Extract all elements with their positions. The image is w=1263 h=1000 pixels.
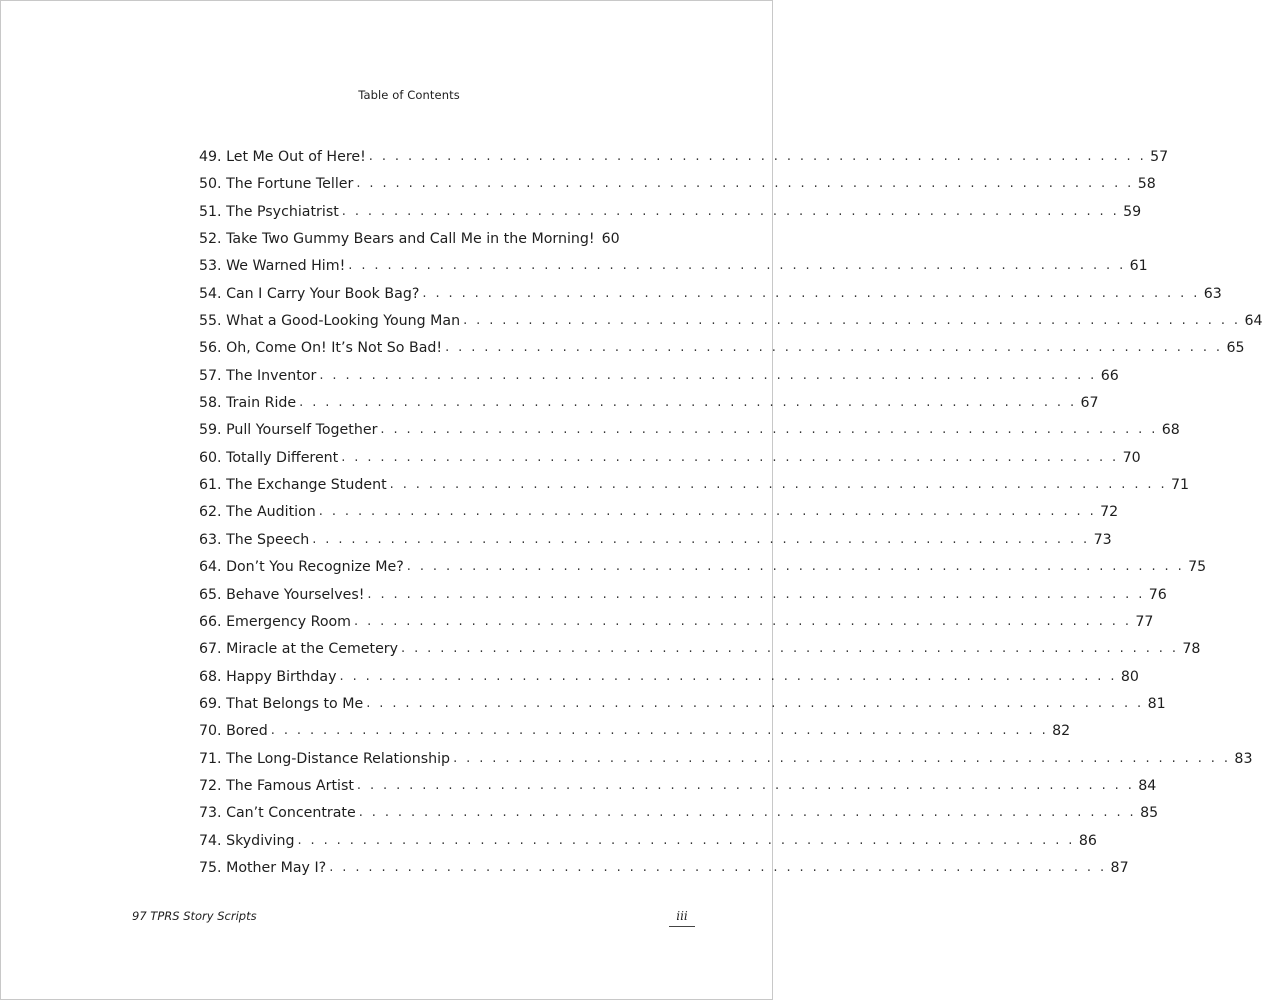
toc-entry-page: 63 (1203, 285, 1222, 302)
toc-entry-49 (199, 144, 1169, 171)
toc-entry-title: 59. Pull Yourself Together (199, 422, 378, 439)
toc-entry-56 (199, 335, 1245, 362)
dot-leader: . . . . . . . . . . . . . . . . . . . . . . . . . . . . . . . . . . . . . . . . . . . . . . . . . . . . . . . . . . . . (367, 586, 1145, 602)
dot-leader: . . . . . . . . . . . . . . . . . . . . . . . . . . . . . . . . . . . . . . . . . . . . . . . . . . . . . . . . . . . . (341, 449, 1119, 465)
toc-entry-51 (199, 199, 1142, 226)
toc-entry-page: 75 (1188, 559, 1207, 576)
toc-entry-page: 68 (1161, 422, 1180, 439)
toc-entry-53 (199, 253, 1148, 280)
toc-entry-title: 58. Train Ride (199, 395, 297, 412)
toc-entry-page: 86 (1078, 832, 1097, 849)
toc-entry-title: 68. Happy Birthday (199, 668, 337, 685)
dot-leader: . . . . . . . . . . . . . . . . . . . . . . . . . . . . . . . . . . . . . . . . . . . . . . . . . . . . . . . . . . . . (389, 477, 1168, 493)
toc-entry-page: 59 (1123, 203, 1142, 220)
toc-entry-title: 69. That Belongs to Me (199, 695, 364, 712)
toc-entry-title: 52. Take Two Gummy Bears and Call Me in the Morning! (199, 231, 595, 248)
toc-entry-52 (199, 226, 620, 253)
toc-entry-title: 70. Bored (199, 723, 268, 740)
toc-entry-page: 81 (1147, 695, 1166, 712)
toc-entry-60 (199, 445, 1141, 472)
toc-entry-title: 60. Totally Different (199, 449, 339, 466)
toc-entry-59 (199, 417, 1180, 444)
toc-entry-page: 76 (1148, 586, 1167, 603)
toc-entry-64 (199, 554, 1207, 581)
toc-entry-title: 75. Mother May I? (199, 859, 327, 876)
toc-entry-page: 70 (1122, 449, 1141, 466)
toc-entry-62 (199, 499, 1119, 526)
dot-leader: . . . . . . . . . . . . . . . . . . . . . . . . . . . . . . . . . . . . . . . . . . . . . . . . . . . . . . . . . . . . (341, 203, 1120, 219)
toc-entry-title: 65. Behave Yourselves! (199, 586, 365, 603)
footer-book-title: 97 TPRS Story Scripts (132, 909, 257, 923)
toc-entry-title: 53. We Warned Him! (199, 258, 346, 275)
footer-rule (669, 926, 695, 927)
dot-leader: . . . . . . . . . . . . . . . . . . . . . . . . . . . . . . . . . . . . . . . . . . . . . . . . . . . . . . . . . . . . (299, 395, 1077, 411)
toc-entry-page: 67 (1080, 395, 1099, 412)
toc-entry-63 (199, 527, 1112, 554)
dot-leader: . . . . . . . . . . . . . . . . . . . . . . . . . . . . . . . . . . . . . . . . . . . . . . . . . . . . . . . . . . . . (319, 367, 1097, 383)
dot-leader: . . . . . . . . . . . . . . . . . . . . . . . . . . . . . . . . . . . . . . . . . . . . . . . . . . . . . . . . . . . . (368, 149, 1147, 164)
dot-leader: . . . . . . . . . . . . . . . . . . . . . . . . . . . . . . . . . . . . . . . . . . . . . . . . . . . . . . . . . . . . (422, 285, 1200, 301)
toc-entry-page: 66 (1100, 367, 1119, 384)
toc-entry-65 (199, 582, 1167, 609)
dot-leader: . . . . . . . . . . . . . . . . . . . . . . . . . . . . . . . . . . . . . . . . . . . . . . . . . . . . . . . . . . . . (297, 832, 1075, 848)
footer-page-number: iii (676, 909, 688, 923)
dot-leader: . . . . . . . . . . . . . . . . . . . . . . . . . . . . . . . . . . . . . . . . . . . . . . . . . . . . . . . . . . . . (380, 422, 1158, 438)
dot-leader: . . . . . . . . . . . . . . . . . . . . . . . . . . . . . . . . . . . . . . . . . . . . . . . . . . . . . . . . . . . . (270, 723, 1049, 739)
toc-entry-page: 87 (1110, 859, 1129, 876)
toc-entry-title: 51. The Psychiatrist (199, 203, 339, 220)
dot-leader: . . . . . . . . . . . . . . . . . . . . . . . . . . . . . . . . . . . . . . . . . . . . . . . . . . . . . . . . . . . . (354, 613, 1132, 629)
dot-leader: . . . . . . . . . . . . . . . . . . . . . . . . . . . . . . . . . . . . . . . . . . . . . . . . . . . . . . . . . . . . (318, 504, 1097, 520)
toc-entry-page: 85 (1140, 805, 1159, 822)
dot-leader: . . . . . . . . . . . . . . . . . . . . . . . . . . . . . . . . . . . . . . . . . . . . . . . . . . . . . . . . . . . . (463, 313, 1241, 329)
toc-entry-74 (199, 828, 1097, 855)
toc-entry-page: 61 (1129, 258, 1148, 275)
toc-entry-title: 50. The Fortune Teller (199, 176, 354, 193)
toc-entry-71 (199, 746, 1253, 773)
toc-entry-page: 58 (1137, 176, 1156, 193)
dot-leader: . . . . . . . . . . . . . . . . . . . . . . . . . . . . . . . . . . . . . . . . . . . . . . . . . . . . . . . . . . . . (356, 176, 1134, 192)
toc-entry-page: 82 (1052, 723, 1071, 740)
toc-entry-title: 54. Can I Carry Your Book Bag? (199, 285, 420, 302)
toc-entry-75 (199, 855, 1129, 882)
dot-leader: . . . . . . . . . . . . . . . . . . . . . . . . . . . . . . . . . . . . . . . . . . . . . . . . . . . . . . . . . . . . (406, 559, 1185, 575)
toc-entry-page: 83 (1234, 750, 1253, 767)
toc-entry-title: 62. The Audition (199, 504, 316, 521)
toc-entry-57 (199, 363, 1119, 390)
toc-entry-70 (199, 718, 1071, 745)
toc-entry-page: 72 (1100, 504, 1119, 521)
toc-entry-55 (199, 308, 1263, 335)
table-of-contents (199, 144, 1263, 882)
toc-entry-title: 49. Let Me Out of Here! (199, 149, 366, 165)
toc-entry-68 (199, 664, 1139, 691)
toc-entry-50 (199, 171, 1156, 198)
dot-leader: . . . . . . . . . . . . . . . . . . . . . . . . . . . . . . . . . . . . . . . . . . . . . . . . . . . . . . . . . . . . (401, 641, 1179, 657)
toc-entry-54 (199, 281, 1222, 308)
dot-leader: . . . . . . . . . . . . . . . . . . . . . . . . . . . . . . . . . . . . . . . . . . . . . . . . . . . . . . . . . . . . (445, 340, 1223, 356)
toc-entry-title: 61. The Exchange Student (199, 477, 387, 494)
dot-leader: . . . . . . . . . . . . . . . . . . . . . . . . . . . . . . . . . . . . . . . . . . . . . . . . . . . . . . . . . . . . (348, 258, 1126, 274)
toc-entry-page: 71 (1171, 477, 1190, 494)
toc-entry-page: 77 (1135, 613, 1154, 630)
dot-leader: . . . . . . . . . . . . . . . . . . . . . . . . . . . . . . . . . . . . . . . . . . . . . . . . . . . . . . . . . . . . (312, 531, 1090, 547)
toc-entry-page: 80 (1120, 668, 1139, 685)
toc-entry-title: 64. Don’t You Recognize Me? (199, 559, 404, 576)
toc-entry-61 (199, 472, 1190, 499)
toc-entry-72 (199, 773, 1157, 800)
toc-entry-title: 56. Oh, Come On! It’s Not So Bad! (199, 340, 443, 357)
toc-entry-title: 72. The Famous Artist (199, 777, 354, 794)
dot-leader: . . . . . . . . . . . . . . . . . . . . . . . . . . . . . . . . . . . . . . . . . . . . . . . . . . . . . . . . . . . . (453, 750, 1231, 766)
toc-entry-page: 73 (1093, 531, 1112, 548)
toc-entry-page: 57 (1150, 149, 1169, 165)
toc-entry-title: 63. The Speech (199, 531, 310, 548)
dot-leader: . . . . . . . . . . . . . . . . . . . . . . . . . . . . . . . . . . . . . . . . . . . . . . . . . . . . . . . . . . . . (358, 805, 1137, 821)
toc-entry-title: 73. Can’t Concentrate (199, 805, 356, 822)
toc-entry-page: 84 (1138, 777, 1157, 794)
toc-entry-73 (199, 800, 1159, 827)
page-title: Table of Contents (358, 88, 460, 102)
toc-entry-58 (199, 390, 1099, 417)
toc-entry-title: 57. The Inventor (199, 367, 317, 384)
toc-entry-69 (199, 691, 1166, 718)
dot-leader: . . . . . . . . . . . . . . . . . . . . . . . . . . . . . . . . . . . . . . . . . . . . . . . . . . . . . . . . . . . . (339, 668, 1117, 684)
toc-entry-66 (199, 609, 1154, 636)
dot-leader: . . . . . . . . . . . . . . . . . . . . . . . . . . . . . . . . . . . . . . . . . . . . . . . . . . . . . . . . . . . . (329, 859, 1107, 875)
toc-entry-title: 71. The Long-Distance Relationship (199, 750, 451, 767)
toc-entry-page: 78 (1182, 641, 1201, 658)
dot-leader: . . . . . . . . . . . . . . . . . . . . . . . . . . . . . . . . . . . . . . . . . . . . . . . . . . . . . . . . . . . . (356, 777, 1135, 793)
toc-entry-67 (199, 636, 1201, 663)
toc-entry-title: 67. Miracle at the Cemetery (199, 641, 399, 658)
toc-entry-page: 65 (1226, 340, 1245, 357)
dot-leader: . . . . . . . . . . . . . . . . . . . . . . . . . . . . . . . . . . . . . . . . . . . . . . . . . . . . . . . . . . . . (366, 695, 1144, 711)
toc-entry-page: 64 (1244, 313, 1263, 330)
toc-entry-title: 55. What a Good-Looking Young Man (199, 313, 461, 330)
toc-entry-title: 74. Skydiving (199, 832, 295, 849)
toc-entry-title: 66. Emergency Room (199, 613, 352, 630)
toc-entry-page: 60 (601, 231, 620, 248)
